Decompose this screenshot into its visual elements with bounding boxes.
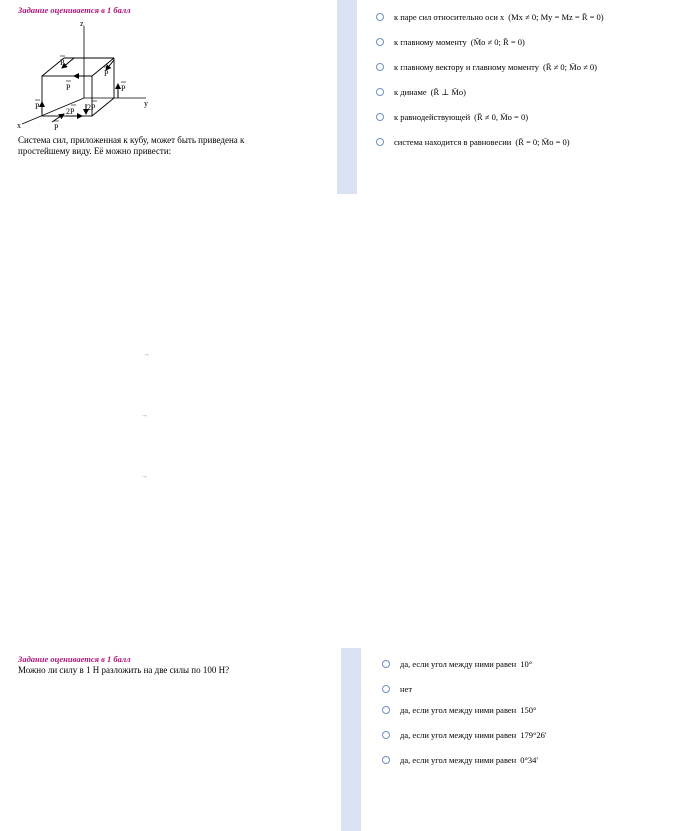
stray-arrow-1: →: [143, 350, 150, 358]
q1-option-4[interactable]: [376, 85, 466, 99]
q2-question-text: Можно ли силу в 1 Н разложить на две силы по 100 Н?: [18, 665, 230, 675]
q1-option-6-formula: (R̄ = 0; M̄o = 0): [515, 137, 570, 147]
q1-option-3-radio[interactable]: [376, 63, 384, 71]
axis-x-label: x: [17, 121, 21, 130]
stray-arrow-3: →: [141, 472, 148, 480]
q1-option-4-label: к динаме: [394, 87, 427, 97]
q1-option-1-radio[interactable]: [376, 13, 384, 21]
q2-option-4-formula: 179°26′: [520, 730, 547, 740]
q1-score: Задание оценивается в 1 балл: [18, 5, 131, 15]
q1-option-5-label: к равнодействующей: [394, 112, 471, 122]
axis-y-label: y: [144, 99, 148, 108]
q1-option-1[interactable]: [376, 10, 604, 24]
q1-option-5-radio[interactable]: [376, 113, 384, 121]
q1-option-2-radio[interactable]: [376, 38, 384, 46]
q2-option-5-radio[interactable]: [382, 756, 390, 764]
q1-option-4-radio[interactable]: [376, 88, 384, 96]
q1-options-divider: [337, 0, 357, 194]
q2-option-1-formula: 10°: [520, 659, 533, 669]
q1-option-6[interactable]: [376, 135, 570, 149]
q1-option-3-label: к главному вектору и главному моменту: [394, 62, 540, 72]
q1-option-3-formula: (R̄ ≠ 0; M̄o ≠ 0): [543, 62, 597, 72]
q2-option-3-label: да, если угол между ними равен: [400, 705, 517, 715]
force-label-p4: P: [121, 84, 126, 93]
q1-option-2[interactable]: [376, 35, 525, 49]
q1-option-2-formula: (M̄o ≠ 0; R̄ = 0): [470, 37, 525, 47]
axis-z-label: z: [80, 19, 84, 28]
force-label-p1: P: [60, 58, 65, 67]
q1-option-6-label: система находится в равновесии: [394, 137, 512, 147]
stray-arrow-2: →: [141, 411, 148, 419]
q1-option-5[interactable]: [376, 110, 528, 124]
q1-question-line2: простейшему виду. Её можно привести:: [18, 146, 172, 156]
force-label-p6: P: [54, 123, 59, 132]
q2-option-3[interactable]: [382, 703, 536, 717]
q2-option-3-formula: 150°: [520, 705, 537, 715]
force-label-2p1: 2P: [66, 107, 75, 116]
q1-option-6-radio[interactable]: [376, 138, 384, 146]
q2-option-1-label: да, если угол между ними равен: [400, 659, 517, 669]
q2-option-5-formula: 0°34′: [520, 755, 539, 765]
q2-option-5-label: да, если угол между ними равен: [400, 755, 517, 765]
q1-option-1-label: к паре сил относительно оси x: [394, 12, 505, 22]
force-label-p5: P: [35, 102, 40, 111]
q2-options-divider: [341, 648, 361, 831]
q1-cube-figure: [14, 18, 159, 136]
q1-option-3[interactable]: [376, 60, 597, 74]
q2-option-4-radio[interactable]: [382, 731, 390, 739]
q2-option-4-label: да, если угол между ними равен: [400, 730, 517, 740]
q2-score: Задание оценивается в 1 балл: [18, 654, 131, 664]
q2-option-1[interactable]: [382, 657, 532, 671]
force-label-p2: P: [104, 69, 109, 78]
q2-option-5[interactable]: [382, 753, 538, 767]
q1-option-4-formula: (R̄ ⊥ M̄o): [430, 86, 466, 97]
q2-option-3-radio[interactable]: [382, 706, 390, 714]
q1-option-5-formula: (R̄ ≠ 0, M̄o = 0): [474, 112, 529, 122]
force-label-2p2: 2P: [87, 103, 96, 112]
q2-option-2-radio[interactable]: [382, 685, 390, 693]
q1-question-line1: Система сил, приложенная к кубу, может быть приведена к: [18, 135, 245, 145]
q2-option-1-radio[interactable]: [382, 660, 390, 668]
force-label-p3: P: [66, 83, 71, 92]
q1-option-1-formula: (Mx ≠ 0; My = Mz = R̄ = 0): [508, 12, 604, 22]
q1-question-text: [18, 135, 318, 157]
q2-option-4[interactable]: [382, 728, 547, 742]
q1-option-2-label: к главному моменту: [394, 37, 467, 47]
q2-option-2[interactable]: [382, 682, 416, 696]
q2-option-2-label: нет: [400, 684, 413, 694]
